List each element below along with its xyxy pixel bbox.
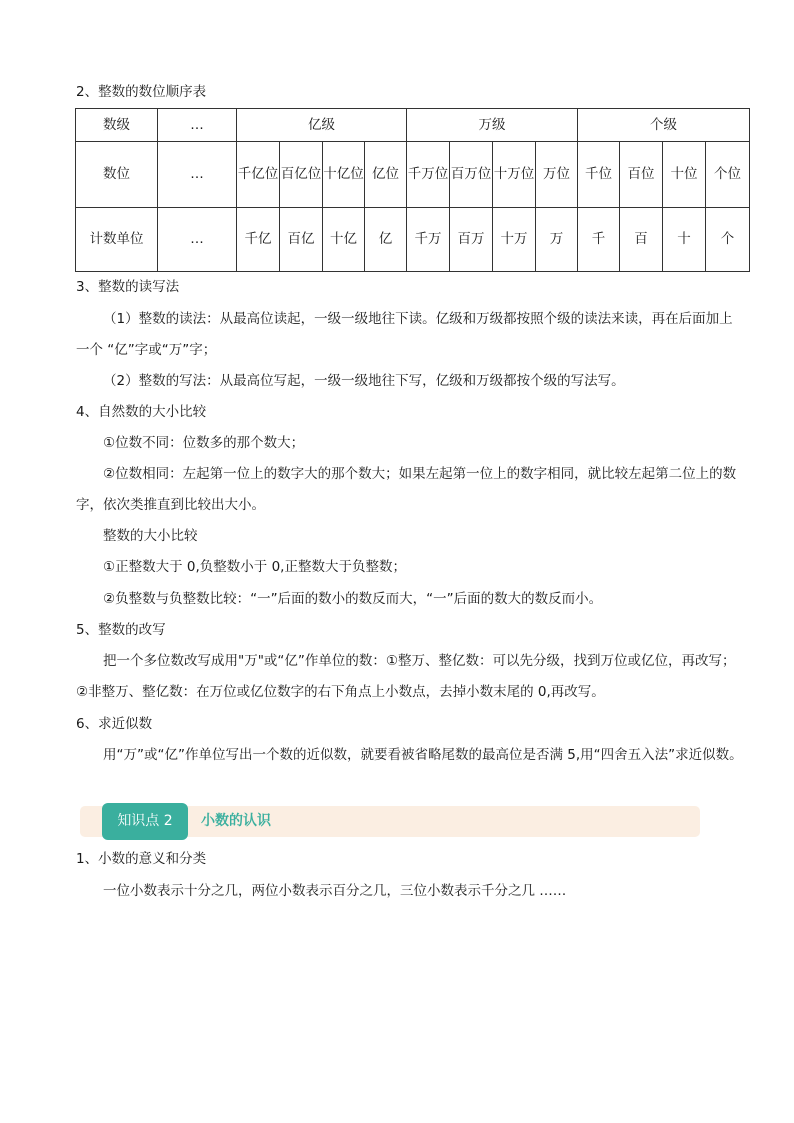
decimal-paragraph: 一位小数表示十分之几，两位小数表示百分之几，三位小数表示千分之几 ……	[103, 883, 567, 899]
group-yi: 亿级	[237, 109, 407, 142]
table-cell: 百亿	[280, 208, 323, 272]
integer-compare-rule-2: ②负整数与负整数比较：“一”后面的数小的数反而大，“一”后面的数大的数反而小。	[103, 591, 603, 607]
row-header: 数级	[76, 109, 158, 142]
compare-rule-1: ①位数不同：位数多的那个数大；	[103, 435, 305, 451]
write-rule-paragraph: （2）整数的写法：从最高位写起，一级一级地往下写，亿级和万级都按个级的写法写。	[103, 373, 625, 389]
table-cell: 千万位	[407, 142, 450, 208]
row-header: 计数单位	[76, 208, 158, 272]
table-cell: 个位	[706, 142, 750, 208]
row-header: 数位	[76, 142, 158, 208]
table-cell: 个	[706, 208, 750, 272]
knowledge-point-title: 小数的认识	[201, 813, 271, 829]
ellipsis-cell: …	[158, 109, 237, 142]
table-cell: 亿	[365, 208, 407, 272]
approximation-paragraph: 用“万”或“亿”作单位写出一个数的近似数，就要看被省略尾数的最高位是否满 5,用“四舍五入法”求近似数。	[103, 747, 743, 763]
group-wan: 万级	[407, 109, 578, 142]
section-5-title: 5、整数的改写	[76, 622, 166, 638]
group-ge: 个级	[578, 109, 750, 142]
table-cell: 十亿位	[323, 142, 365, 208]
table-cell: 万位	[536, 142, 578, 208]
table-row-unit	[76, 208, 750, 272]
table-row-place	[76, 142, 750, 208]
table-cell: 十位	[663, 142, 706, 208]
section-2-title: 2、整数的数位顺序表	[76, 84, 207, 100]
table-cell: 百位	[620, 142, 663, 208]
knowledge-point-badge: 知识点 2	[102, 803, 188, 840]
table-cell: 千位	[578, 142, 620, 208]
decimal-section-title: 1、小数的意义和分类	[76, 851, 207, 867]
section-4-title: 4、自然数的大小比较	[76, 404, 207, 420]
compare-rule-2: ②位数相同：左起第一位上的数字大的那个数大；如果左起第一位上的数字相同，就比较左起第二位上的数字，依次类推直到比较出大小。	[76, 466, 737, 513]
place-value-table	[75, 108, 750, 272]
table-cell: 百万	[450, 208, 493, 272]
rewrite-paragraph: 把一个多位数改写成用"万"或“亿”作单位的数：①整万、整亿数：可以先分级，找到万位或亿位，再改写；②非整万、整亿数：在万位或亿位数字的右下角点上小数点，去掉小数末尾的 0,再改写。	[76, 653, 736, 700]
table-cell: 十	[663, 208, 706, 272]
ellipsis-cell: …	[158, 142, 237, 208]
table-cell: 万	[536, 208, 578, 272]
table-cell: 十万	[493, 208, 536, 272]
table-cell: 千亿位	[237, 142, 280, 208]
table-cell: 亿位	[365, 142, 407, 208]
table-cell: 百万位	[450, 142, 493, 208]
integer-compare-title: 整数的大小比较	[103, 528, 198, 544]
table-cell: 百	[620, 208, 663, 272]
table-cell: 十亿	[323, 208, 365, 272]
table-cell: 十万位	[493, 142, 536, 208]
section-6-title: 6、求近似数	[76, 716, 153, 732]
table-row-level	[76, 109, 750, 142]
ellipsis-cell: …	[158, 208, 237, 272]
table-cell: 百亿位	[280, 142, 323, 208]
table-cell: 千亿	[237, 208, 280, 272]
integer-compare-rule-1: ①正整数大于 0,负整数小于 0,正整数大于负整数；	[103, 559, 406, 575]
section-3-title: 3、整数的读写法	[76, 279, 180, 295]
table-cell: 千万	[407, 208, 450, 272]
table-cell: 千	[578, 208, 620, 272]
read-rule-paragraph: （1）整数的读法：从最高位读起，一级一级地往下读。亿级和万级都按照个级的读法来读，再在后面加上一个 “亿”字或“万”字；	[76, 311, 733, 358]
